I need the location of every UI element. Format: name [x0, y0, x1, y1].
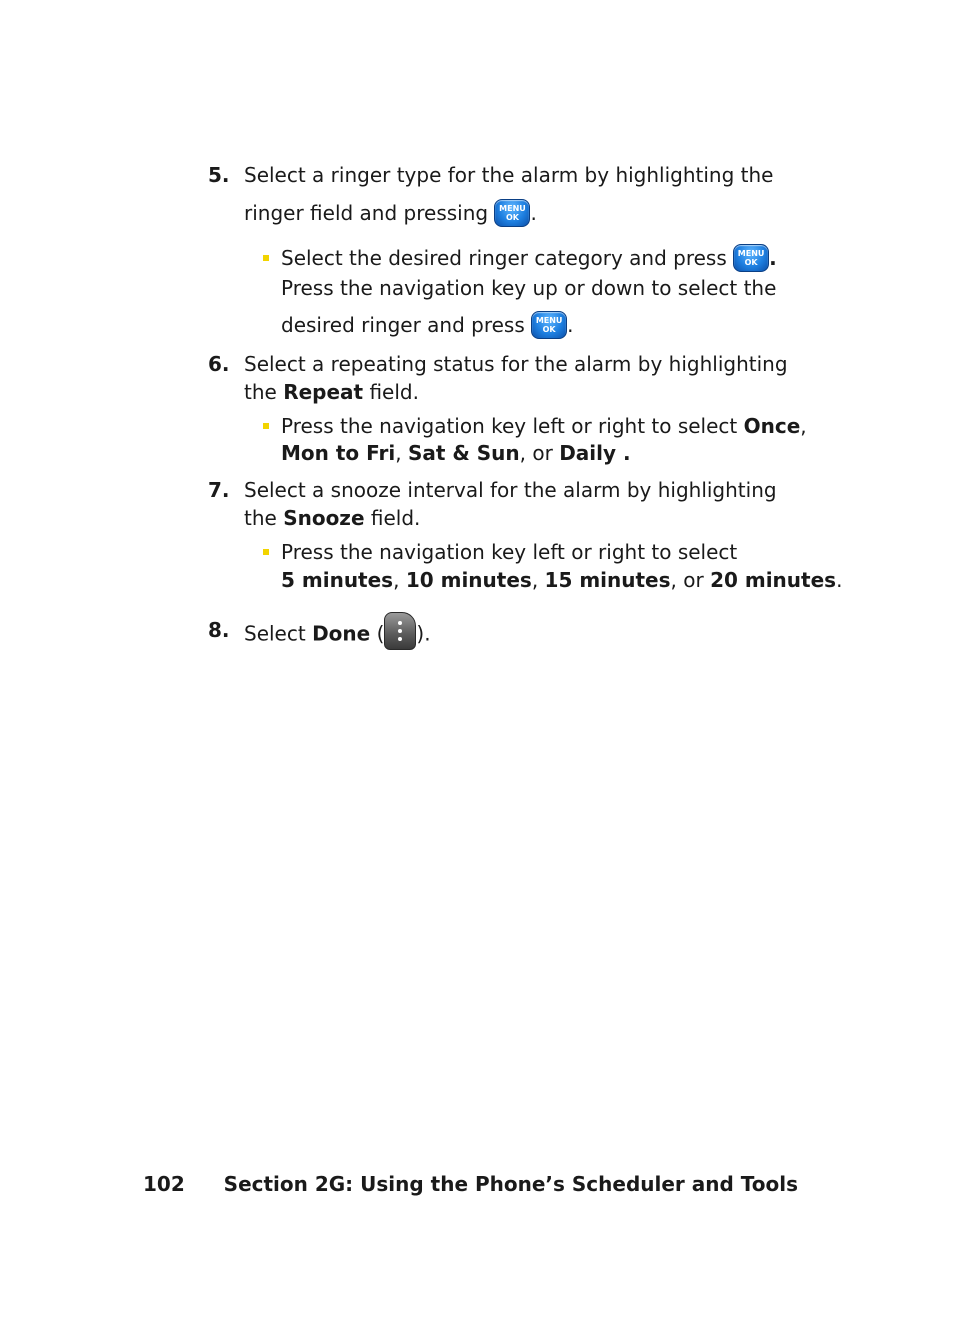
option-mon-to-fri: Mon to Fri — [281, 441, 396, 465]
step-6-line2: the Repeat field. — [244, 380, 419, 404]
step-5-bullet-line3: desired ringer and press MENU OK . — [281, 311, 573, 341]
menu-ok-key-icon: MENU OK — [494, 199, 530, 227]
step-7-line2: the Snooze field. — [244, 506, 421, 530]
step-number: 6. — [208, 352, 230, 376]
page-number: 102 — [143, 1172, 185, 1196]
option-daily: Daily . — [559, 441, 631, 465]
snooze-field-label: Snooze — [283, 506, 365, 530]
bullet-icon — [263, 255, 269, 261]
option-15-minutes: 15 minutes — [544, 568, 671, 592]
step-text: Select a snooze interval for the alarm by highlighting — [244, 478, 777, 502]
step-6-bullet-line2: Mon to Fri, Sat & Sun, or Daily . — [281, 441, 631, 465]
step-text: Select Done ( ). — [244, 616, 431, 654]
section-title: Section 2G: Using the Phone’s Scheduler and Tools — [223, 1172, 798, 1196]
option-20-minutes: 20 minutes — [710, 568, 837, 592]
option-once: Once — [743, 414, 801, 438]
step-number: 8. — [208, 618, 230, 642]
step-text: Select a ringer type for the alarm by highlighting the — [244, 163, 774, 187]
step-number: 7. — [208, 478, 230, 502]
repeat-field-label: Repeat — [283, 380, 364, 404]
step-6-bullet-line1: Press the navigation key left or right to select Once, — [281, 414, 807, 438]
done-softkey-icon — [384, 612, 416, 650]
menu-ok-key-icon: MENU OK — [531, 311, 567, 339]
step-5-bullet-line1: Select the desired ringer category and press MENU OK . — [281, 244, 777, 274]
option-5-minutes: 5 minutes — [281, 568, 394, 592]
bullet-icon — [263, 549, 269, 555]
step-5-bullet-line2: Press the navigation key up or down to select the — [281, 276, 777, 300]
step-7-bullet-line1: Press the navigation key left or right to select — [281, 540, 738, 564]
done-label: Done — [312, 621, 371, 646]
option-sat-sun: Sat & Sun — [407, 441, 520, 465]
option-10-minutes: 10 minutes — [405, 568, 532, 592]
bullet-icon — [263, 423, 269, 429]
step-5-line2: ringer field and pressing MENU OK . — [244, 199, 537, 229]
step-number: 5. — [208, 163, 230, 187]
menu-ok-key-icon: MENU OK — [733, 244, 769, 272]
step-7-bullet-line2: 5 minutes, 10 minutes, 15 minutes, or 20 minutes. — [281, 568, 843, 592]
step-text: Select a repeating status for the alarm by highlighting — [244, 352, 788, 376]
